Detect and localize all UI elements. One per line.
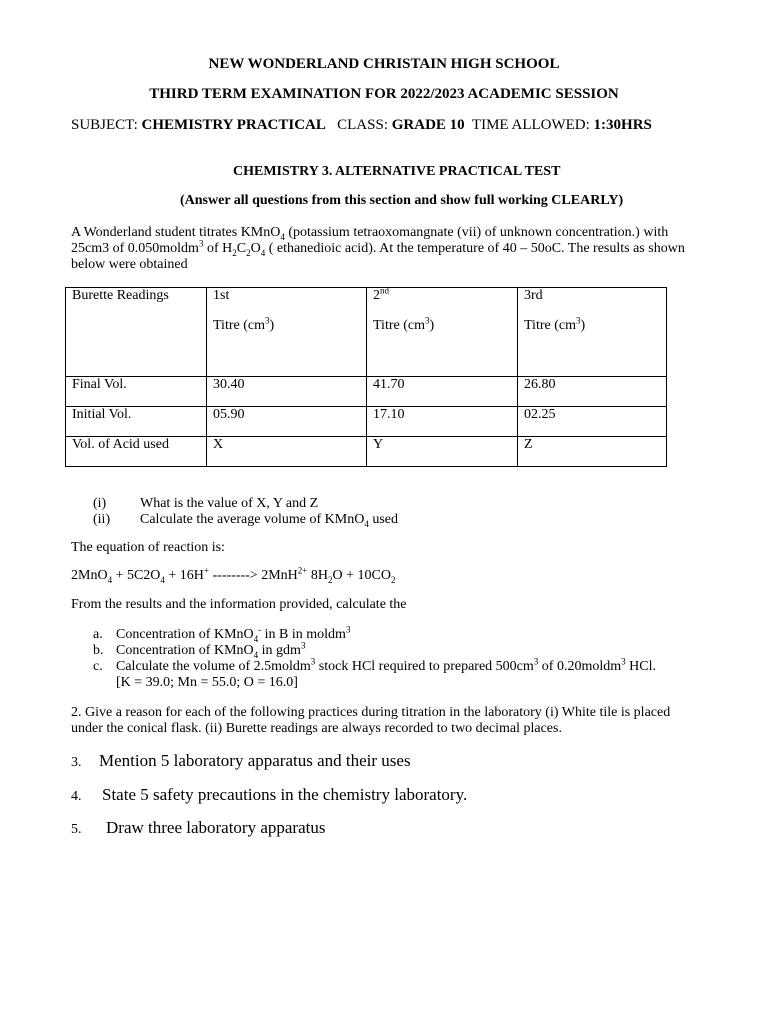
table-header-cell: 2nd Titre $(cm^3)$ [367,288,518,377]
question-2: 2. Give a reason for each of the following practices during titration in the laboratory (i) White tile is placed under the conical flask. (ii) Burette readings are always recorded to two decimal places. [71,705,671,736]
section-instruction: (Answer all questions from this section and show full working CLEARLY) [180,193,624,208]
question-5: 5. Draw three laboratory apparatus [71,818,326,837]
table-cell: 17.10 [367,407,518,437]
subject-value: CHEMISTRY PRACTICAL [141,117,326,133]
table-row-label: Vol. of Acid used [66,437,207,467]
table-cell: 26.80 [518,377,667,407]
table-row-label: Final Vol. [66,377,207,407]
question-4: 4. State 5 safety precautions in the chemistry laboratory. [71,785,468,804]
list-item: c. Calculate the volume of 2.5moldm$^3$ stock HCl required to prepared $500cm^3$ of 0.20moldm$^3$ HCl. [93,656,656,674]
class-label: CLASS: [337,117,388,133]
table-header-cell: 3rd Titre $(cm^3)$ [518,288,667,377]
exam-title: THIRD TERM EXAMINATION FOR 2022/2023 ACADEMIC SESSION [149,86,619,102]
table-row [66,407,667,437]
section-title: CHEMISTRY 3. ALTERNATIVE PRACTICAL TEST [233,164,561,179]
list-item: b. Concentration of KMnO$_4$ in gdm$^3$ [93,640,306,660]
table-row-label: Initial Vol. [66,407,207,437]
equation-label: The equation of reaction is: [71,540,225,555]
table-header-row [66,288,667,377]
question-3: 3. Mention 5 laboratory apparatus and their uses [71,751,411,770]
calc-list [93,624,656,691]
results-table [65,287,667,467]
class-value: GRADE 10 [391,117,465,133]
subject-label: SUBJECT: [71,117,138,133]
list-item: (i) What is the value of X, Y and Z [93,496,319,511]
list-item: (ii) Calculate the average volume of KMnO$_4$ used [93,512,398,529]
list-item: a. Concentration of KMnO$_4$- in B in moldm$^3$ [93,624,351,644]
table-row [66,377,667,407]
table-cell: 41.70 [367,377,518,407]
school-name: NEW WONDERLAND CHRISTAIN HIGH SCHOOL [208,56,560,72]
table-cell: Y [367,437,518,467]
table-header-cell: Burette Readings [66,288,207,377]
table-cell: X [207,437,367,467]
intro-paragraph: A Wonderland student titrates KMnO$_4$ (potassium tetraoxomangnate (vii) of unknown concentration.) with 25cm3 of 0.050moldm$^3$ of $H_2C_2O_4$ ( ethanedioic acid). At the temperature of 40 – 50oC. The results as shown below were obtained [71,225,685,272]
table-cell: 30.40 [207,377,367,407]
table-cell: 02.25 [518,407,667,437]
atomic-mass-constants: [K = 39.0; Mn = 55.0; O = 16.0] [116,675,298,690]
reaction-equation: $2MnO_4 + 5C2O_4 + 16H^+$ --------> 2MnH$^{2+}$ $8H_2O + 10CO_2$ [71,565,396,585]
calc-intro: From the results and the information provided, calculate the [71,597,407,612]
subject-line [71,117,652,134]
table-header-cell: 1st Titre $(cm^3)$ [207,288,367,377]
sub-question-list [93,496,398,528]
table-row [66,437,667,467]
list-item [93,675,656,691]
table-cell: Z [518,437,667,467]
table-cell: 05.90 [207,407,367,437]
time-value: 1:30HRS [593,117,652,133]
time-label: TIME ALLOWED: [471,117,590,133]
